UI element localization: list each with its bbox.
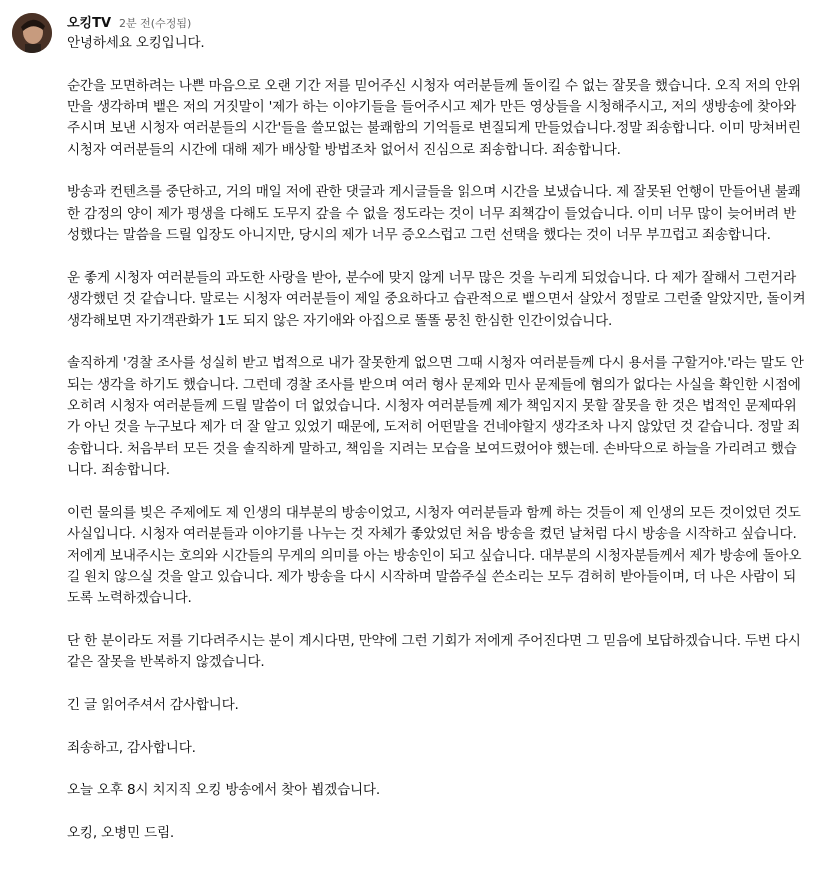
body-paragraph: 운 좋게 시청자 여러분들의 과도한 사랑을 받아, 분수에 맞지 않게 너무 많은 것을 누리게 되었습니다. 다 제가 잘해서 그런거라 생각했던 것 같습니다. 말로는 시청자 여러분들이 제일 중요하다고 습관적으로 뱉으면서 살았서 정말로 그런줄 알았지만, 돌이켜 생각해보면 자기객관화가 1도 되지 않은 자기애와 아집으로 똘똘 뭉친 한심한 인간이었습니다. [67,269,806,329]
closing-paragraph: 죄송하고, 감사합니다. [67,739,196,756]
author-avatar[interactable] [12,13,52,53]
signature: 오킹, 오병민 드림. [67,824,175,841]
body-paragraph: 솔직하게 '경찰 조사를 성실히 받고 법적으로 내가 잘못한게 없으면 그때 시청자 여러분들께 다시 용서를 구할거야.'라는 말도 안되는 생각을 하기도 했습니다. 그런데 경찰 조사를 받으며 여러 형사 문제와 민사 문제들에 혐의가 없다는 사실을 확인한 시점에 오히려 시청자 여러분들께 드릴 말씀이 더 없었습니다. 시청자 여러분들께 제가 책임지지 못할 잘못을 한 것은 법적인 문제따위가 아닌 것을 누구보다 제가 더 잘 알고 있었기 때문에, 도저히 어떤말을 건네야할지 생각조차 나지 않았던 것 같습니다. 정말 죄송합니다. 처음부터 모든 것을 솔직하게 말하고, 책임을 지려는 모습을 보여드렸어야 했는데. 손바닥으로 하늘을 가리려고 했습니다. 죄송합니다. [67,355,804,479]
post-body [67,33,807,844]
greeting-paragraph: 안녕하세요 오킹입니다. [67,35,205,51]
closing-paragraph: 긴 글 읽어주셔서 감사합니다. [67,697,239,714]
post-timestamp[interactable]: 2분 전(수정됨) [119,17,192,30]
post-header [67,12,191,32]
body-paragraph: 순간을 모면하려는 나쁜 마음으로 오랜 기간 저를 믿어주신 시청자 여러분들께 돌이킬 수 없는 잘못을 했습니다. 오직 저의 안위만을 생각하며 뱉은 저의 거짓말이 '제가 하는 이야기들을 들어주시고 제가 만든 영상들을 시청해주시고, 저의 생방송에 찾아와주시며 보낸 시청자 여러분들의 시간'들을 쓸모없는 불쾌함의 기억들로 변질되게 만들었습니다.정말 죄송합니다. 이미 망쳐버린 시청자 여러분들의 시간에 대해 제가 배상할 방법조차 없어서 진심으로 죄송합니다. 죄송합니다. [67,77,801,158]
body-paragraph: 이런 물의를 빚은 주제에도 제 인생의 대부분의 방송이었고, 시청자 여러분들과 함께 하는 것들이 제 인생의 모든 것이었던 것도 사실입니다. 시청자 여러분들과 이야기를 나누는 것 자체가 좋았었던 처음 방송을 켰던 날처럼 다시 방송을 시작하고 싶습니다. 저에게 보내주시는 호의와 시간들의 무게의 의미를 아는 방송인이 되고 싶습니다. 대부분의 시청자분들께서 제가 방송에 돌아오길 원치 않으실 것을 알고 있습니다. 제가 방송을 다시 시작하며 말씀주실 쓴소리는 모두 겸허히 받아들이며, 더 나은 사람이 되도록 노력하겠습니다. [67,504,802,607]
closing-paragraph: 오늘 오후 8시 치지직 오킹 방송에서 찾아 뵙겠습니다. [67,782,380,799]
author-name[interactable]: 오킹TV [67,16,112,31]
avatar-photo [12,13,52,53]
body-paragraph: 단 한 분이라도 저를 기다려주시는 분이 계시다면, 만약에 그런 기회가 저에게 주어진다면 그 믿음에 보답하겠습니다. 두번 다시 같은 잘못을 반복하지 않겠습니다. [67,633,801,671]
body-paragraph: 방송과 컨텐츠를 중단하고, 거의 매일 저에 관한 댓글과 게시글들을 읽으며 시간을 보냈습니다. 제 잘못된 언행이 만들어낸 불쾌한 감정의 양이 제가 평생을 다해도 도무지 갚을 수 없을 정도라는 것이 너무 죄책감이 들었습니다. 이미 너무 많이 늦어버려 반성했다는 말씀을 드릴 입장도 아니지만, 당시의 제가 너무 증오스럽고 그런 선택을 했다는 것이 너무 부끄럽고 죄송합니다. [67,184,801,244]
